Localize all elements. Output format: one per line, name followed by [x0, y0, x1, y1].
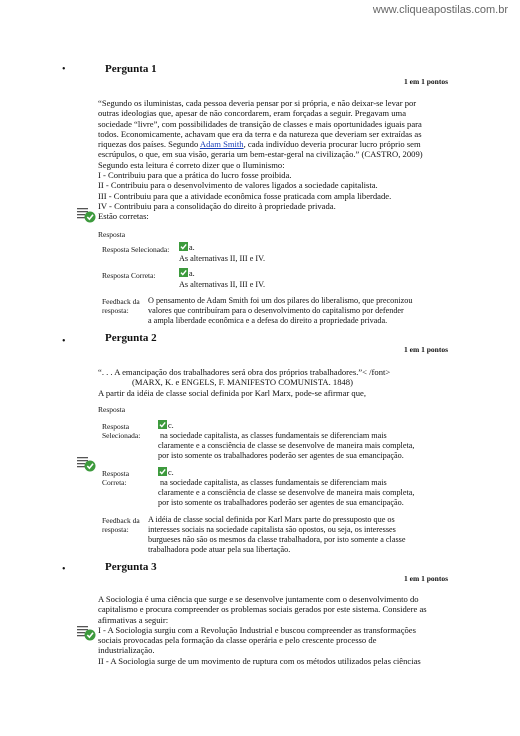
q2-line: (MARX, K. e ENGELS, F. MANIFESTO COMUNISTA. 1848) [132, 377, 353, 388]
feedback-line: trabalhadora pode atuar pela sua libertação. [148, 545, 291, 554]
q3-line: II - A Sociologia surge de um movimento de ruptura com os métodos utilizados pelas ciências [98, 655, 421, 666]
small-check-icon [179, 268, 188, 277]
feedback-label-line: Feedback da [102, 297, 140, 306]
watermark: www.cliqueapostilas.com.br [372, 4, 508, 16]
small-check-icon [158, 420, 167, 429]
adam-smith-link[interactable]: Adam Smith [199, 139, 244, 150]
selected-letter: a. [189, 243, 195, 252]
q3-line: capitalismo e procura compreender os problemas sociais gerados por este sistema. Considere as [98, 604, 427, 615]
selected-letter: c. [168, 421, 174, 430]
answer-line: por isto somente os trabalhadores poderão ser agentes de sua emancipação. [158, 498, 404, 507]
feedback-label-line: resposta: [102, 525, 129, 534]
feedback-label-line: resposta: [102, 306, 129, 315]
correct-letter: a. [189, 269, 195, 278]
q2-line: A partir da idéia de classe social definida por Karl Marx, pode-se afirmar que, [98, 387, 366, 398]
q1-line-part: , cada indivíduo deveria procurar lucro próprio sem [243, 139, 421, 150]
bullet: • [62, 336, 66, 347]
q1-line: III - Contribuiu para que a atividade econômica fosse praticada com ampla liberdade. [98, 190, 392, 201]
question-points: 1 em 1 pontos [404, 574, 448, 583]
q1-line: “Segundo os iluministas, cada pessoa deveria pensar por si própria, e não deixar-se levar por [98, 98, 417, 108]
answer-line: claramente e a consciência de classe se desenvolve de maneira mais completa, [158, 488, 415, 497]
correct-answer-letter [158, 467, 458, 478]
q3-line: industrialização. [98, 645, 155, 656]
feedback-text [148, 515, 448, 555]
feedback-line: A idéia de classe social definida por Karl Marx parte do pressuposto que os [148, 515, 395, 524]
question-title: Pergunta 1 [105, 63, 157, 75]
q1-line [98, 139, 434, 149]
question-points: 1 em 1 pontos [404, 345, 448, 354]
feedback-line: valores que contribuíram para o desenvolvimento do capitalismo por defender [148, 306, 404, 315]
label-line: Selecionada: [102, 431, 141, 440]
q1-line: outras ideologias que, apesar de não concordarem, eram forçadas a seguir. Pregavam uma [98, 108, 407, 119]
answer-line: na sociedade capitalista, as classes fundamentais se diferenciam mais [158, 431, 387, 440]
feedback-line: O pensamento de Adam Smith foi um dos pilares do liberalismo, que preconizou [148, 296, 413, 305]
q1-line: Estão corretas: [98, 211, 149, 222]
q3-line: sociais provocadas pela formação da classe operária e pelo crescente processo de [98, 635, 377, 646]
correct-check-icon [76, 625, 96, 641]
label-line: Resposta [102, 422, 130, 431]
feedback-label [102, 516, 140, 534]
selected-answer-letter [158, 420, 458, 431]
q3-line: A Sociologia é uma ciência que surge e se desenvolve juntamente com o desenvolvimento do [98, 594, 419, 604]
feedback-label [102, 297, 140, 315]
q3-line: afirmativas a seguir: [98, 614, 169, 625]
question-3-text [98, 594, 434, 666]
feedback-label-line: Feedback da [102, 516, 140, 525]
question-title: Pergunta 3 [105, 561, 157, 573]
q1-line: I - Contribuiu para que a prática do lucro fosse proibida. [98, 170, 292, 181]
selected-answer-letter [179, 242, 195, 253]
correct-letter: c. [168, 468, 174, 477]
selected-answer-text: As alternativas II, III e IV. [179, 254, 266, 263]
selected-answer [158, 420, 458, 461]
q1-line: IV - Contribuiu para a consolidação do direito à propriedade privada. [98, 200, 336, 211]
question-1-text [98, 98, 434, 222]
small-check-icon [179, 242, 188, 251]
q1-line: sociedade “livre”, com possibilidades de transição de classes e mais oportunidades iguais para [98, 118, 422, 129]
feedback-line: burgueses não são os mesmos da classe trabalhadora, por isto somente a classe [148, 535, 406, 544]
question-title: Pergunta 2 [105, 332, 157, 344]
bullet: • [62, 64, 66, 75]
answer-header: Resposta [98, 230, 126, 239]
answer-header: Resposta [98, 405, 126, 414]
q1-line: todos. Economicamente, achavam que era da terra e da natureza que deveriam ser extraídas as [98, 128, 422, 139]
q1-line-part: riquezas dos países. Segundo [98, 139, 200, 150]
correct-answer-letter [179, 268, 195, 279]
q1-line: escrúpulos, o que, em sua visão, geraria um bem-estar-geral na civilização.” (CASTRO, 2009) [98, 149, 423, 160]
feedback-line: a ampla liberdade econômica e a defesa do direito a propriedade privada. [148, 316, 388, 325]
bullet: • [62, 564, 66, 575]
selected-answer-label: Resposta Selecionada: [102, 245, 170, 254]
answer-line: claramente e a consciência de classe se desenvolve de maneira mais completa, [158, 441, 415, 450]
correct-answer-text: As alternativas II, III e IV. [179, 280, 266, 289]
q3-line: I - A Sociologia surgiu com a Revolução Industrial e buscou compreender as transformações [98, 624, 416, 635]
q1-line: Segundo esta leitura é correto dizer que o Iluminismo: [98, 159, 285, 170]
question-2-text [98, 367, 434, 398]
correct-check-icon [76, 456, 96, 472]
feedback-line: interesses sociais na sociedade capitalista são opostos, ou seja, os interesses [148, 525, 396, 534]
answer-line: por isto somente os trabalhadores poderão ser agentes de sua emancipação. [158, 451, 404, 460]
q1-line: II - Contribuiu para o desenvolvimento de valores ligados a sociedade capitalista. [98, 180, 378, 191]
question-points: 1 em 1 pontos [404, 77, 448, 86]
correct-answer [158, 467, 458, 508]
correct-answer-label [102, 469, 129, 487]
small-check-icon [158, 467, 167, 476]
label-line: Correta: [102, 478, 127, 487]
label-line: Resposta [102, 469, 130, 478]
q2-line: “. . . A emancipação dos trabalhadores será obra dos próprios trabalhadores.”< /font> [98, 367, 391, 377]
correct-check-icon [76, 207, 96, 223]
correct-answer-label: Resposta Correta: [102, 271, 156, 280]
answer-line: na sociedade capitalista, as classes fundamentais se diferenciam mais [158, 478, 387, 487]
selected-answer-label [102, 422, 140, 440]
feedback-text [148, 296, 448, 326]
